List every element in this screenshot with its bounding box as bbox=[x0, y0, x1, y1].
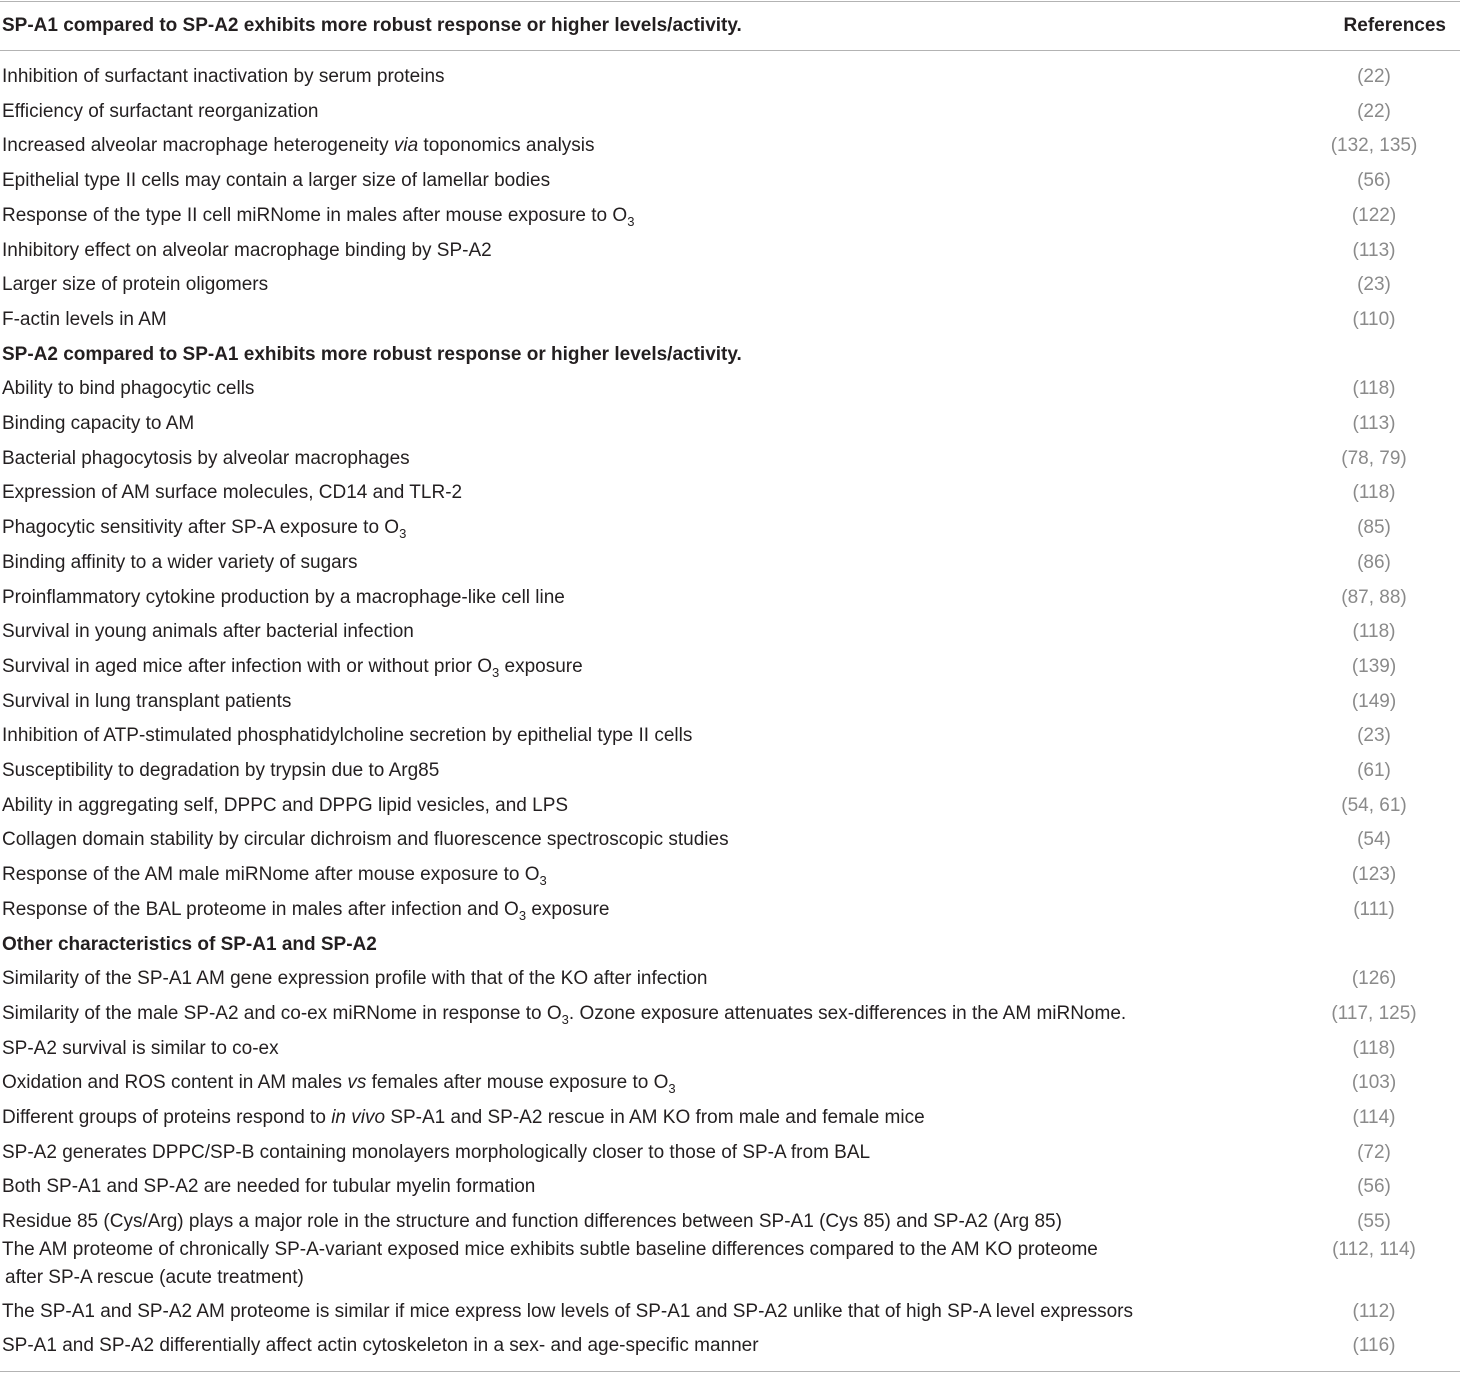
table-row bbox=[0, 649, 1460, 683]
table-row bbox=[0, 371, 1460, 405]
section-heading bbox=[0, 337, 1460, 371]
row-text: Bacterial phagocytosis by alveolar macrophages bbox=[2, 447, 410, 469]
table-row bbox=[0, 1169, 1460, 1203]
row-ref: (112) bbox=[1352, 1300, 1396, 1322]
row-ref: (86) bbox=[1357, 551, 1391, 573]
row-text: Different groups of proteins respond to in vivo SP-A1 and SP-A2 rescue in AM KO from male and female mice bbox=[2, 1107, 925, 1128]
row-text: Residue 85 (Cys/Arg) plays a major role in the structure and function differences between SP-A1 (Cys 85) and SP-A2 (Arg 85) bbox=[2, 1211, 1062, 1233]
row-text: Response of the AM male miRNome after mouse exposure to $O_3$ bbox=[2, 864, 547, 889]
row-text: Similarity of the male SP-A2 and co-ex miRNome in response to $O_3$. Ozone exposure attenuates sex-differences in the AM miRNome. bbox=[2, 1002, 1127, 1027]
row-text: Proinflammatory cytokine production by a macrophage-like cell line bbox=[2, 586, 565, 608]
table-row bbox=[0, 718, 1460, 752]
row-text: Inhibition of ATP-stimulated phosphatidylcholine secretion by epithelial type II cells bbox=[2, 725, 693, 747]
row-ref: (54) bbox=[1357, 829, 1391, 851]
section-title: SP-A2 compared to SP-A1 exhibits more robust response or higher levels/activity. bbox=[2, 343, 742, 365]
table-row bbox=[0, 753, 1460, 787]
row-text: Ability to bind phagocytic cells bbox=[2, 378, 255, 400]
row-ref: (118) bbox=[1352, 482, 1396, 504]
row-text: Inhibition of surfactant inactivation by serum proteins bbox=[2, 66, 445, 87]
table-row bbox=[0, 822, 1460, 856]
table-row bbox=[0, 580, 1460, 614]
row-ref: (113) bbox=[1352, 239, 1396, 261]
row-text: SP-A2 generates DPPC/SP-B containing monolayers morphologically closer to those of SP-A from BAL bbox=[2, 1141, 871, 1163]
row-text: SP-A2 survival is similar to co-ex bbox=[2, 1037, 279, 1059]
row-ref: (111) bbox=[1353, 898, 1395, 920]
section-heading bbox=[0, 927, 1460, 961]
section-title: Other characteristics of SP-A1 and SP-A2 bbox=[2, 933, 377, 955]
row-ref: (113) bbox=[1352, 413, 1396, 434]
row-text: SP-A1 and SP-A2 differentially affect actin cytoskeleton in a sex- and age-specific manner bbox=[2, 1335, 759, 1357]
table-row bbox=[0, 788, 1460, 822]
table-row bbox=[0, 302, 1460, 336]
row-text: F-actin levels in AM bbox=[2, 308, 167, 330]
header-left: SP-A1 compared to SP-A2 exhibits more robust response or higher levels/activity. bbox=[2, 15, 742, 36]
row-text: Similarity of the SP-A1 AM gene expression profile with that of the KO after infection bbox=[2, 968, 708, 990]
row-text: Survival in young animals after bacterial infection bbox=[2, 621, 414, 643]
table-row bbox=[0, 198, 1460, 232]
row-text: Larger size of protein oligomers bbox=[2, 274, 269, 296]
row-ref: (112, 114) bbox=[1332, 1238, 1416, 1260]
table-row bbox=[0, 406, 1460, 440]
row-text-line-2: after SP-A rescue (acute treatment) bbox=[5, 1266, 304, 1288]
row-text: Ability in aggregating self, DPPC and DPPG lipid vesicles, and LPS bbox=[2, 794, 569, 816]
row-text: Collagen domain stability by circular dichroism and fluorescence spectroscopic studies bbox=[2, 829, 729, 851]
table-row bbox=[0, 892, 1460, 926]
table-row bbox=[0, 475, 1460, 509]
row-text: Susceptibility to degradation by trypsin due to Arg85 bbox=[2, 760, 440, 781]
row-ref: (139) bbox=[1351, 655, 1397, 677]
row-text: Response of the BAL proteome in males after infection and $O_3$ exposure bbox=[2, 898, 610, 923]
table-row bbox=[0, 545, 1460, 579]
table-row bbox=[0, 684, 1460, 718]
row-text: Expression of AM surface molecules, CD14 and TLR-2 bbox=[2, 482, 463, 504]
row-ref: (56) bbox=[1357, 1176, 1391, 1198]
table-row bbox=[0, 1328, 1460, 1362]
header-references: References bbox=[1343, 15, 1446, 36]
row-ref: (56) bbox=[1357, 170, 1391, 192]
row-ref: (22) bbox=[1357, 100, 1391, 122]
row-text: Binding capacity to AM bbox=[2, 413, 195, 434]
row-ref: (118) bbox=[1352, 378, 1396, 400]
table-top-rule bbox=[0, 1, 1460, 2]
table-row bbox=[0, 857, 1460, 891]
row-ref: (117, 125) bbox=[1331, 1002, 1417, 1024]
table-row bbox=[0, 233, 1460, 267]
table-row bbox=[0, 267, 1460, 301]
row-ref: (55) bbox=[1357, 1211, 1391, 1233]
row-text-line-1: The AM proteome of chronically SP-A-variant exposed mice exhibits subtle baseline differences compared to the AM KO proteome bbox=[2, 1238, 1098, 1260]
table-row bbox=[0, 614, 1460, 648]
row-ref: (23) bbox=[1357, 725, 1391, 747]
header-rule bbox=[0, 50, 1460, 51]
table-row bbox=[0, 441, 1460, 475]
row-text: Inhibitory effect on alveolar macrophage binding by SP-A2 bbox=[2, 239, 492, 261]
row-ref: (132, 135) bbox=[1330, 135, 1418, 157]
table-row bbox=[0, 996, 1460, 1030]
table-row bbox=[0, 1100, 1460, 1134]
table-row bbox=[0, 510, 1460, 544]
table-row bbox=[0, 59, 1460, 93]
table-row bbox=[0, 163, 1460, 197]
row-text: The SP-A1 and SP-A2 AM proteome is similar if mice express low levels of SP-A1 and SP-A2 unlike that of high SP-A level expressors bbox=[2, 1300, 1134, 1322]
table-row bbox=[0, 94, 1460, 128]
row-ref: (110) bbox=[1352, 308, 1396, 330]
row-ref: (87, 88) bbox=[1341, 586, 1407, 608]
row-text: Efficiency of surfactant reorganization bbox=[2, 100, 319, 122]
row-text: Survival in lung transplant patients bbox=[2, 690, 292, 712]
table-row bbox=[0, 961, 1460, 995]
table-row bbox=[0, 1065, 1460, 1099]
table-row bbox=[0, 1294, 1460, 1328]
row-ref: (149) bbox=[1351, 690, 1397, 712]
row-ref: (54, 61) bbox=[1341, 794, 1407, 816]
table-row bbox=[0, 1204, 1460, 1238]
row-ref: (103) bbox=[1351, 1072, 1397, 1094]
row-text: Increased alveolar macrophage heterogeneity via toponomics analysis bbox=[2, 135, 595, 157]
row-text: Oxidation and ROS content in AM males vs females after mouse exposure to $O_3$ bbox=[2, 1072, 676, 1097]
row-ref: (114) bbox=[1352, 1107, 1396, 1128]
table-row bbox=[0, 1239, 1460, 1295]
row-ref: (85) bbox=[1357, 517, 1391, 539]
row-ref: (78, 79) bbox=[1341, 447, 1407, 469]
row-ref: (116) bbox=[1352, 1335, 1396, 1357]
row-text: Phagocytic sensitivity after SP-A exposure to $O_3$ bbox=[2, 517, 407, 542]
row-text: Epithelial type II cells may contain a larger size of lamellar bodies bbox=[2, 170, 551, 192]
row-text: Both SP-A1 and SP-A2 are needed for tubular myelin formation bbox=[2, 1176, 536, 1198]
row-text: Binding affinity to a wider variety of sugars bbox=[2, 551, 358, 573]
row-text: Survival in aged mice after infection with or without prior $O_3$ exposure bbox=[2, 655, 583, 680]
row-ref: (122) bbox=[1351, 204, 1397, 226]
table-row bbox=[0, 1135, 1460, 1169]
row-ref: (118) bbox=[1352, 1037, 1396, 1059]
row-ref: (23) bbox=[1357, 274, 1391, 296]
table-row bbox=[0, 1031, 1460, 1065]
row-ref: (72) bbox=[1357, 1141, 1391, 1163]
row-text: Response of the type II cell miRNome in males after mouse exposure to $O_3$ bbox=[2, 204, 635, 229]
table-bottom-rule bbox=[0, 1371, 1460, 1372]
row-ref: (118) bbox=[1352, 621, 1396, 643]
row-ref: (22) bbox=[1357, 66, 1391, 87]
table-row bbox=[0, 128, 1460, 162]
row-ref: (123) bbox=[1351, 864, 1397, 886]
row-ref: (126) bbox=[1351, 968, 1397, 990]
row-ref: (61) bbox=[1357, 760, 1391, 781]
